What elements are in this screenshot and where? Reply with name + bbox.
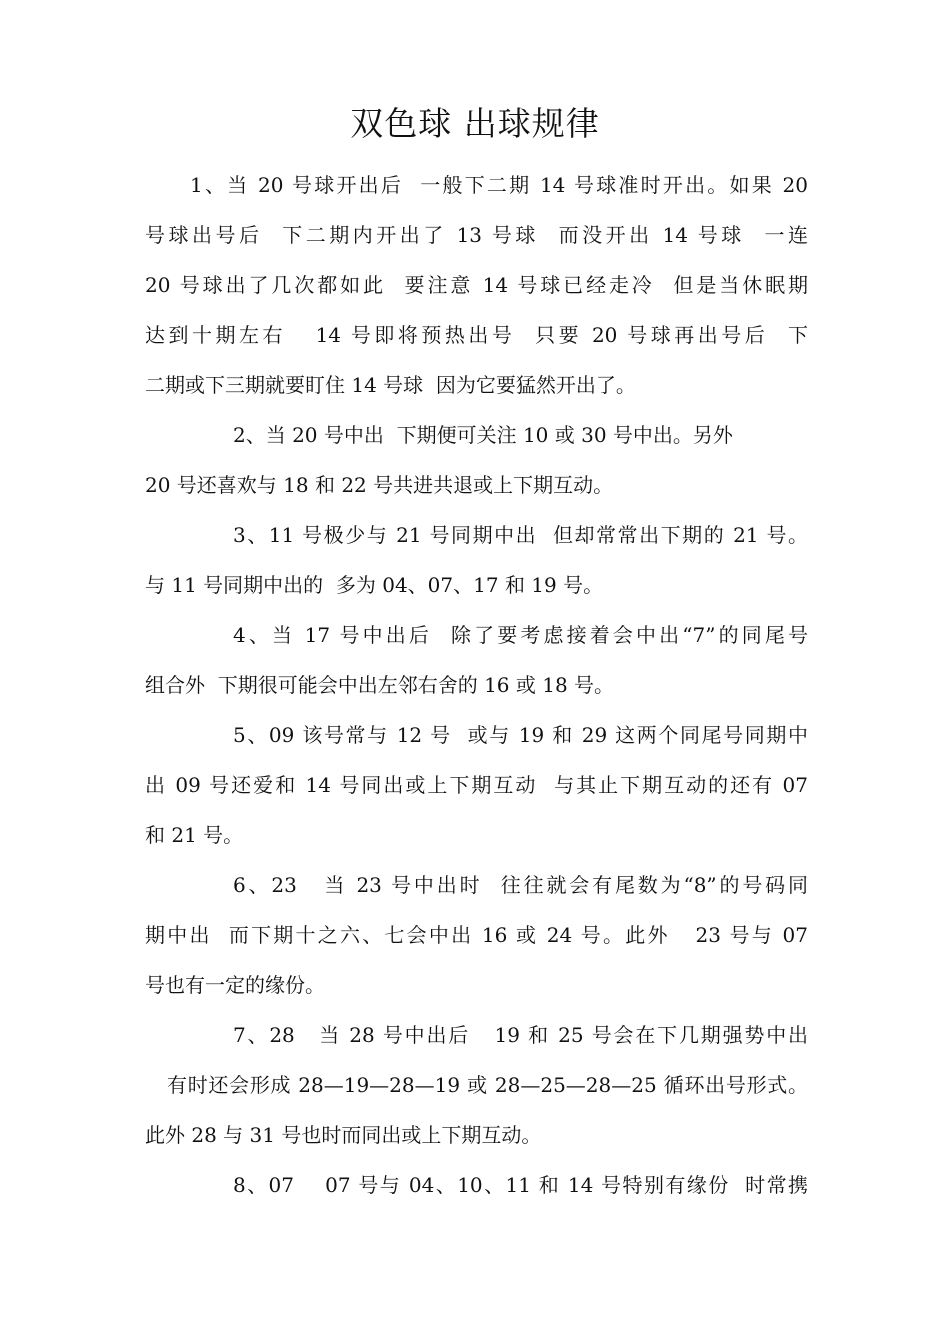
text-line: 2、当 20 号中出 下期便可关注 10 或 30 号中出。另外 <box>233 423 733 447</box>
text-line: 此外 28 与 31 号也时而同出或上下期互动。 <box>145 1123 542 1147</box>
text-line: 出 09 号还爱和 14 号同出或上下期互动 与其止下期互动的还有 07 <box>145 773 808 797</box>
text-line: 8、07 07 号与 04、10、11 和 14 号特别有缘份 时常携 <box>233 1173 808 1197</box>
text-line: 5、09 该号常与 12 号 或与 19 和 29 这两个同尾号同期中 <box>233 723 808 747</box>
text-line: 3、11 号极少与 21 号同期中出 但却常常出下期的 21 号。 <box>233 523 808 547</box>
text-line: 组合外 下期很可能会中出左邻右舍的 16 或 18 号。 <box>145 673 615 697</box>
page-title: 双色球 出球规律 <box>350 104 600 143</box>
text-line: 号球出号后 下二期内开出了 13 号球 而没开出 14 号球 一连 <box>145 223 808 247</box>
text-line: 20 号球出了几次都如此 要注意 14 号球已经走冷 但是当休眠期 <box>145 273 808 297</box>
text-line: 7、28 当 28 号中出后 19 和 25 号会在下几期强势中出 <box>233 1023 808 1047</box>
text-line: 二期或下三期就要盯住 14 号球 因为它要猛然开出了。 <box>145 373 636 397</box>
text-line: 4、当 17 号中出后 除了要考虑接着会中出“7”的同尾号 <box>233 623 808 647</box>
text-line: 号也有一定的缘份。 <box>145 973 325 997</box>
text-line: 有时还会形成 28—19—28—19 或 28—25—28—25 循环出号形式。 <box>167 1073 808 1097</box>
text-line: 6、23 当 23 号中出时 往往就会有尾数为“8”的号码同 <box>233 873 808 897</box>
text-line: 20 号还喜欢与 18 和 22 号共进共退或上下期互动。 <box>145 473 614 497</box>
text-line: 和 21 号。 <box>145 823 244 847</box>
text-line: 1、当 20 号球开出后 一般下二期 14 号球准时开出。如果 20 <box>190 173 808 197</box>
text-line: 期中出 而下期十之六、七会中出 16 或 24 号。此外 23 号与 07 <box>145 923 808 947</box>
text-line: 达到十期左右 14 号即将预热出号 只要 20 号球再出号后 下 <box>145 323 808 347</box>
text-line: 与 11 号同期中出的 多为 04、07、17 和 19 号。 <box>145 573 604 597</box>
